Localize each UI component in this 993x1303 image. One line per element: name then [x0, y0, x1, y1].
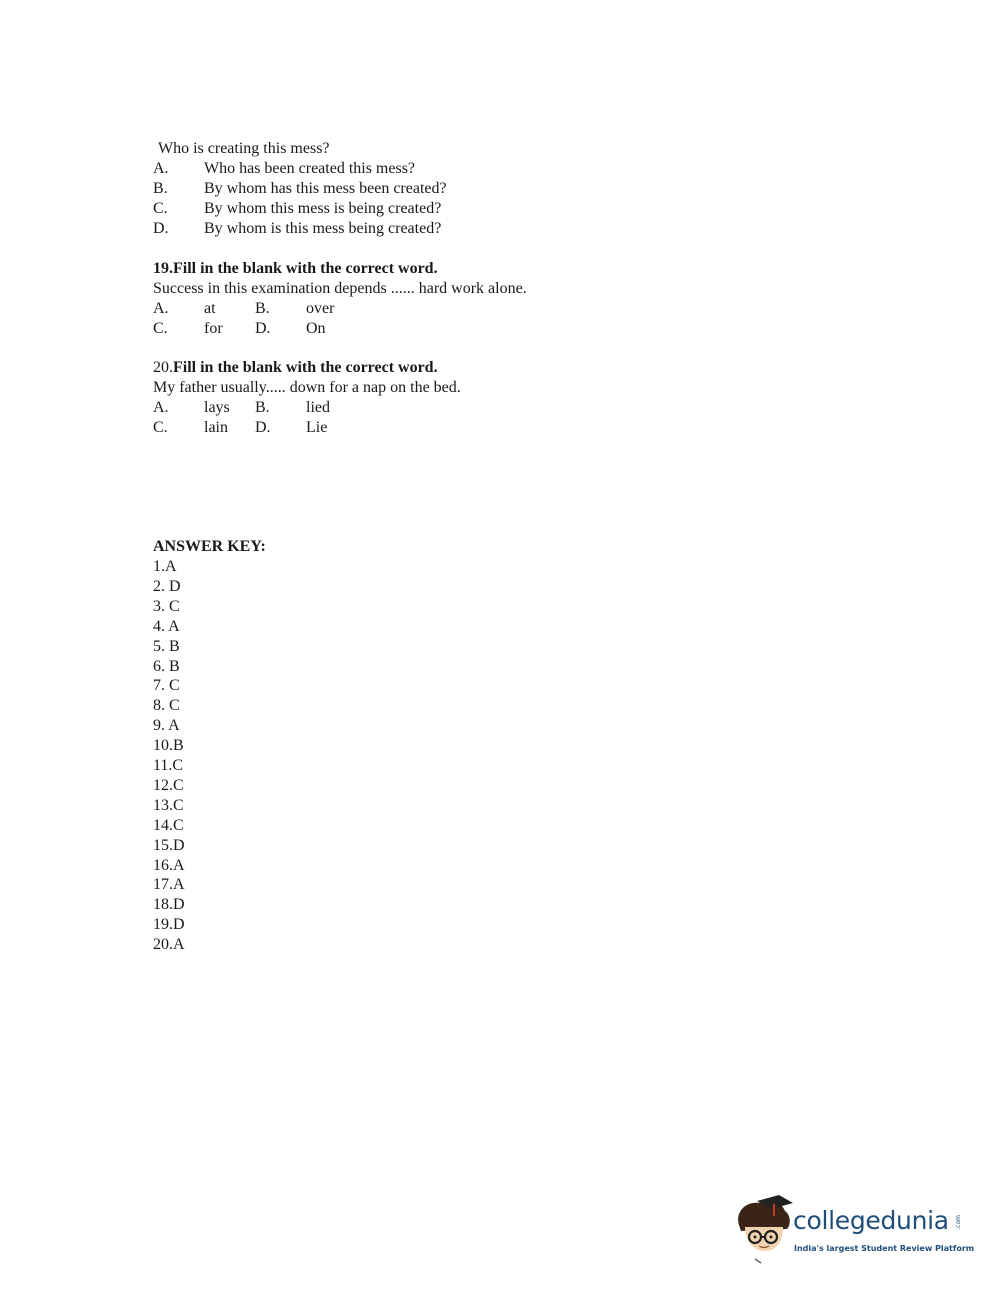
answer-key-item: 4. A: [153, 618, 180, 635]
q20-option-c-letter: C.: [153, 419, 168, 436]
answer-key-item: 3. C: [153, 598, 180, 615]
q18-option-b-letter: B.: [153, 180, 168, 197]
question-20-heading-text: Fill in the blank with the correct word.: [173, 359, 438, 376]
answer-key-item: 15.D: [153, 837, 185, 854]
question-20-number: 20.: [153, 359, 173, 376]
mascot-icon: [733, 1195, 795, 1267]
q20-option-c-text: lain: [204, 419, 228, 436]
answer-key-item: 17.A: [153, 876, 185, 893]
q19-option-b-letter: B.: [255, 300, 270, 317]
q19-option-a-text: at: [204, 300, 216, 317]
answer-key-item: 9. A: [153, 717, 180, 734]
question-20-heading: [153, 358, 438, 378]
q18-option-a-text: Who has been created this mess?: [204, 160, 416, 177]
q18-option-d-letter: D.: [153, 220, 169, 237]
q20-option-a-letter: A.: [153, 399, 169, 416]
q19-option-c-text: for: [204, 320, 223, 337]
q19-option-b-text: over: [306, 300, 335, 317]
question-19-heading: [153, 259, 438, 279]
answer-key-item: 13.C: [153, 797, 184, 814]
answer-key-item: 10.B: [153, 737, 184, 754]
answer-key-item: 6. B: [153, 658, 180, 675]
q19-option-d-text: On: [306, 320, 326, 337]
q20-option-d-text: Lie: [306, 419, 328, 436]
q18-option-c-letter: C.: [153, 200, 168, 217]
q18-option-b-text: By whom has this mess been created?: [204, 180, 447, 197]
answer-key-item: 2. D: [153, 578, 181, 595]
question-18-stem: Who is creating this mess?: [158, 140, 330, 157]
logo-tagline: India's largest Student Review Platform: [794, 1244, 975, 1253]
q18-option-c-text: By whom this mess is being created?: [204, 200, 442, 217]
q20-option-b-letter: B.: [255, 399, 270, 416]
question-19-number: 19.: [153, 260, 173, 277]
question-19-sentence: Success in this examination depends ...... hard work alone.: [153, 280, 527, 297]
answer-key-item: 11.C: [153, 757, 184, 774]
logo-suffix: .com: [955, 1215, 962, 1230]
answer-key-item: 16.A: [153, 857, 185, 874]
answer-key-item: 20.A: [153, 936, 185, 953]
q19-option-d-letter: D.: [255, 320, 271, 337]
q19-option-a-letter: A.: [153, 300, 169, 317]
question-20-sentence: My father usually..... down for a nap on the bed.: [153, 379, 461, 396]
answer-key-item: 18.D: [153, 896, 185, 913]
q19-option-c-letter: C.: [153, 320, 168, 337]
answer-key-item: 19.D: [153, 916, 185, 933]
answer-key-title: ANSWER KEY:: [153, 538, 266, 555]
answer-key-item: 12.C: [153, 777, 184, 794]
answer-key-item: 1.A: [153, 558, 177, 575]
answer-key-item: 8. C: [153, 697, 180, 714]
q18-option-d-text: By whom is this mess being created?: [204, 220, 442, 237]
q20-option-b-text: lied: [306, 399, 330, 416]
collegedunia-logo: [733, 1195, 975, 1270]
answer-key-item: 14.C: [153, 817, 184, 834]
q18-option-a-letter: A.: [153, 160, 169, 177]
logo-wordmark: collegedunia: [793, 1206, 949, 1235]
q20-option-a-text: lays: [204, 399, 230, 416]
question-19-heading-text: Fill in the blank with the correct word.: [173, 260, 438, 277]
q20-option-d-letter: D.: [255, 419, 271, 436]
answer-key-item: 5. B: [153, 638, 180, 655]
answer-key-item: 7. C: [153, 677, 180, 694]
